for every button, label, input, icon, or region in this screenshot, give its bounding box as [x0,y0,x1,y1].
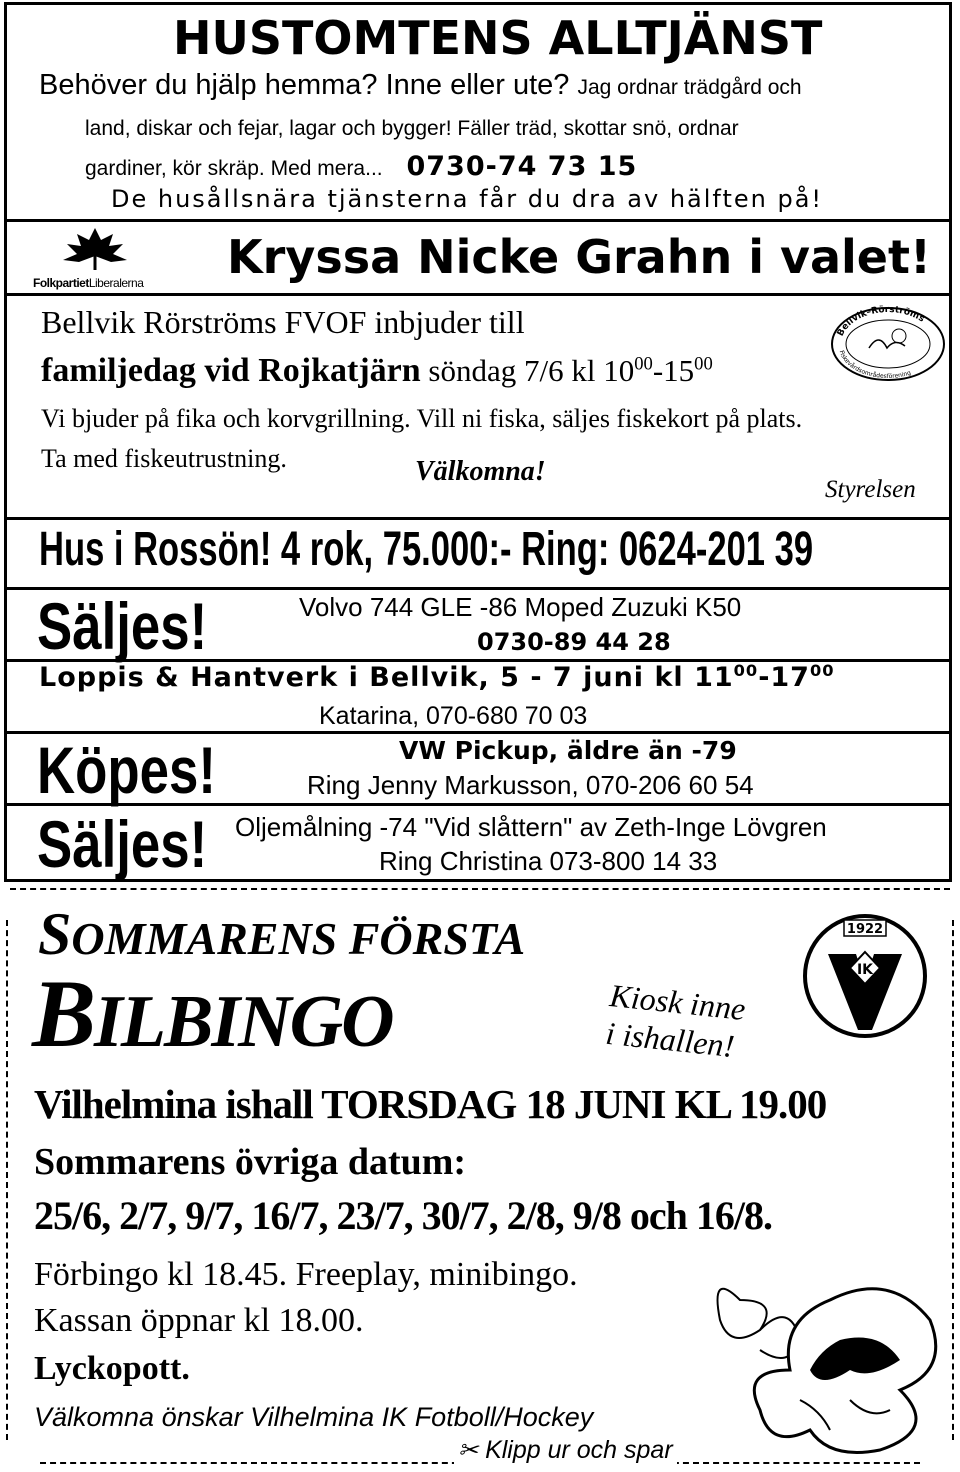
bingo-info-3: Lyckopott. [34,1350,190,1387]
loppis-contact: Katarina, 070-680 70 03 [319,702,588,730]
kopes-ad [4,734,952,806]
bingo-info-2: Kassan öppnar kl 18.00. [34,1302,364,1339]
saljes2-label: Säljes! [37,807,208,881]
familjedag-body1: Vi bjuder på fika och korvgrillning. Vill ni fiska, säljes fiskekort på plats. [41,404,803,433]
vilhelmina-ik-logo-icon [792,912,938,1040]
familjedag-signature: Styrelsen [825,476,916,503]
hustomten-phone: 0730-74 73 15 [406,151,638,182]
familjedag-welcome: Välkomna! [415,456,546,487]
bingo-main-date: Vilhelmina ishall TORSDAG 18 JUNI KL 19.00 [34,1081,827,1127]
hustomten-line1: Jag ordnar trädgård och [577,76,802,99]
flower-illustration-icon [700,1260,950,1460]
bingo-title-2: BILBINGO [32,960,393,1067]
kopes-label: Köpes! [37,733,216,807]
fvof-stamp-icon [829,302,947,382]
hustomten-title: HUSTOMTENS ALLTJÄNST [173,11,823,65]
familjedag-time: söndag 7/6 kl $10^{00}-15^{00}$ [428,353,713,388]
bingo-other-label: Sommarens övriga datum: [34,1141,467,1183]
hus-ad [4,520,952,590]
hus-text: Hus i Rossön! 4 rok, 75.000:- Ring: 0624-201 39 [39,523,814,576]
familjedag-headline: familjedag vid Rojkatjärn [41,352,421,389]
kopes-contact: Ring Jenny Markusson, 070-206 60 54 [307,770,754,800]
svg-text:Fiskevårdsområdesförening: Fiskevårdsområdesförening [837,349,912,381]
saljes1-items: Volvo 744 GLE -86 Moped Zuzuki K50 [299,592,742,622]
hustomten-tagline: De husållsnära tjänsterna får du dra av hälften på! [111,185,824,213]
saljes1-label: Säljes! [37,589,208,663]
bingo-other-dates: 25/6, 2/7, 9/7, 16/7, 23/7, 30/7, 2/8, 9/8 och 16/8. [34,1193,773,1238]
hustomten-line2: land, diskar och fejar, lagar och bygger! Fäller träd, skottar snö, ordnar [85,117,739,140]
clip-note: ✂ Klipp ur och spar [454,1436,677,1465]
svg-text:Bellvik–Rörströms: Bellvik–Rörströms [835,304,927,338]
saljes2-contact: Ring Christina 073-800 14 33 [379,846,718,876]
election-slogan: Kryssa Nicke Grahn i valet! [227,230,931,284]
bingo-sign: Välkomna önskar Vilhelmina IK Fotboll/Hockey [34,1402,594,1432]
folkpartiet-logo-icon [55,226,135,270]
saljes2-ad [4,806,952,882]
svg-text:IK: IK [856,962,874,978]
saljes2-item: Oljemålning -74 "Vid slåttern" av Zeth-Inge Lövgren [235,812,827,842]
coupon-border-right [952,920,954,1440]
hustomten-ad [4,2,952,222]
coupon-border-top [10,888,950,890]
familjedag-ad [4,296,952,520]
saljes1-ad [4,590,952,662]
loppis-title: Loppis & Hantverk i Bellvik, 5 - 7 juni kl $11^{00}-17^{00}$ [39,661,835,693]
hustomten-line3: gardiner, kör skräp. Med mera... [85,157,383,180]
loppis-ad [4,662,952,734]
bingo-kiosk-note: Kiosk inne i ishallen! [604,976,748,1065]
saljes1-phone: 0730-89 44 28 [477,628,671,656]
bingo-title-1: SOMMARENS FÖRSTA [38,901,526,967]
svg-text:1922: 1922 [846,922,884,937]
hustomten-lead: Behöver du hjälp hemma? Inne eller ute? [39,69,570,101]
scissors-icon: ✂ [458,1437,479,1464]
familjedag-intro: Bellvik Rörströms FVOF inbjuder till [41,304,525,340]
coupon-border-left [6,920,8,1440]
bingo-info-1: Förbingo kl 18.45. Freeplay, minibingo. [34,1256,578,1293]
election-ad [4,222,952,296]
kopes-item: VW Pickup, äldre än -79 [399,736,737,765]
familjedag-body2: Ta med fiskeutrustning. [41,444,287,473]
folkpartiet-logo-text: FolkpartietLiberalerna [33,276,144,290]
